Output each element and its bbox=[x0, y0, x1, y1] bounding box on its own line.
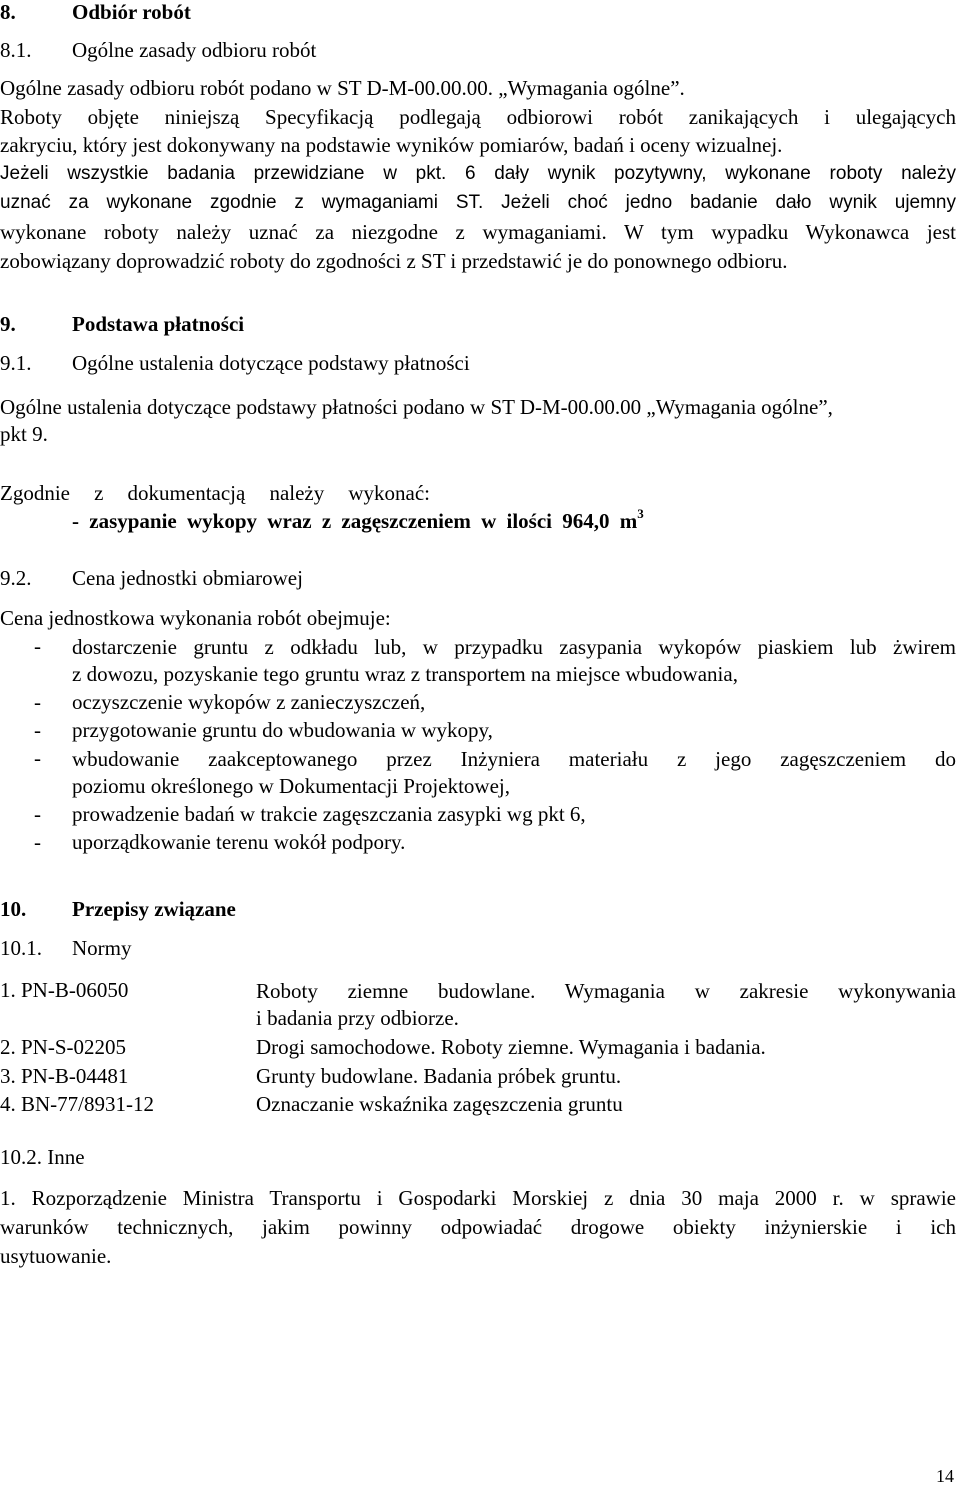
list-item bbox=[0, 830, 960, 858]
norm-row bbox=[0, 1064, 960, 1092]
section-8-1-heading bbox=[0, 38, 960, 64]
quantity-item bbox=[72, 508, 644, 534]
section-10-title: Przepisy związane bbox=[72, 897, 236, 921]
list-item-text: z dowozu, pozyskanie tego gruntu wraz z transportem na miejsce wbudowania, bbox=[72, 662, 738, 686]
paragraph-line: Ogólne zasady odbioru robót podano w ST D-M-00.00.00. „Wymagania ogólne”. bbox=[0, 76, 685, 100]
bullet-dash: - bbox=[34, 690, 41, 714]
section-10-1-title: Normy bbox=[72, 936, 132, 960]
unit-superscript: 3 bbox=[637, 506, 644, 521]
section-8-number: 8. bbox=[0, 0, 16, 24]
bullet-dash: - bbox=[34, 634, 41, 658]
section-10-1-number: 10.1. bbox=[0, 936, 42, 960]
list-item-text: prowadzenie badań w trakcie zagęszczania zasypki wg pkt 6, bbox=[72, 802, 586, 826]
norm-code: 1. PN-B-06050 bbox=[0, 978, 129, 1002]
section-8-1-title: Ogólne zasady odbioru robót bbox=[72, 38, 317, 62]
section-9-1-number: 9.1. bbox=[0, 351, 32, 375]
paragraph-line: Roboty objęte niniejszą Specyfikacją podlegają odbiorowi robót zanikających i ulegających bbox=[0, 105, 956, 129]
quantity-item-text: - zasypanie wykopy wraz z zagęszczeniem w ilości 964,0 m bbox=[72, 509, 638, 533]
paragraph-line: wykonane roboty należy uznać za niezgodne z wymaganiami. W tym wypadku Wykonawca jest bbox=[0, 220, 956, 244]
norm-row bbox=[0, 978, 960, 1034]
section-9-2-heading bbox=[0, 566, 960, 592]
paragraph-line: Zgodnie z dokumentacją należy wykonać: bbox=[0, 481, 430, 505]
norm-code: 2. PN-S-02205 bbox=[0, 1035, 127, 1059]
paragraph-line: 1. Rozporządzenie Ministra Transportu i Gospodarki Morskiej z dnia 30 maja 2000 r. w sprawie bbox=[0, 1186, 956, 1210]
list-item-text: oczyszczenie wykopów z zanieczyszczeń, bbox=[72, 690, 426, 714]
list-item bbox=[0, 746, 960, 802]
section-9-number: 9. bbox=[0, 312, 16, 336]
paragraph-line: Ogólne ustalenia dotyczące podstawy płatności podano w ST D-M-00.00.00 „Wymagania ogólne”, bbox=[0, 395, 833, 419]
section-10-2-heading: 10.2. Inne bbox=[0, 1145, 85, 1169]
list-item-text: uporządkowanie terenu wokół podpory. bbox=[72, 830, 406, 854]
section-8-1-number: 8.1. bbox=[0, 38, 32, 62]
norm-row bbox=[0, 1092, 960, 1120]
bullet-dash: - bbox=[34, 830, 41, 854]
bullet-dash: - bbox=[34, 746, 41, 770]
bullet-dash: - bbox=[34, 718, 41, 742]
section-10-number: 10. bbox=[0, 897, 27, 921]
norm-description: Oznaczanie wskaźnika zagęszczenia gruntu bbox=[256, 1092, 623, 1116]
norm-code: 3. PN-B-04481 bbox=[0, 1064, 129, 1088]
section-9-1-title: Ogólne ustalenia dotyczące podstawy płatności bbox=[72, 351, 470, 375]
section-10-1-heading bbox=[0, 936, 960, 962]
list-item-text: wbudowanie zaakceptowanego przez Inżyniera materiału z jego zagęszczeniem do bbox=[72, 747, 956, 771]
norm-code: 4. BN-77/8931-12 bbox=[0, 1092, 154, 1116]
list-item bbox=[0, 634, 960, 690]
norm-description: Grunty budowlane. Badania próbek gruntu. bbox=[256, 1064, 622, 1088]
norm-row bbox=[0, 1035, 960, 1063]
section-8-heading bbox=[0, 0, 960, 26]
list-item bbox=[0, 718, 960, 746]
list-item-text: przygotowanie gruntu do wbudowania w wykopy, bbox=[72, 718, 493, 742]
paragraph-line: warunków technicznych, jakim powinny odpowiadać drogowe obiekty inżynierskie i ich bbox=[0, 1215, 956, 1239]
bullet-dash: - bbox=[34, 802, 41, 826]
paragraph-line: Jeżeli wszystkie badania przewidziane w pkt. 6 dały wynik pozytywny, wykonane roboty należy bbox=[0, 163, 956, 184]
paragraph-line: uznać za wykonane zgodnie z wymaganiami ST. Jeżeli choć jedno badanie dało wynik ujemny bbox=[0, 192, 956, 213]
paragraph-line: zobowiązany doprowadzić roboty do zgodności z ST i przedstawić je do ponownego odbioru. bbox=[0, 249, 788, 273]
paragraph-line: Cena jednostkowa wykonania robót obejmuje: bbox=[0, 606, 391, 630]
section-9-1-heading bbox=[0, 351, 960, 377]
paragraph-line: pkt 9. bbox=[0, 422, 48, 446]
section-9-heading bbox=[0, 312, 960, 338]
norm-description: Roboty ziemne budowlane. Wymagania w zakresie wykonywania bbox=[256, 979, 956, 1003]
list-item bbox=[0, 690, 960, 718]
norm-description: Drogi samochodowe. Roboty ziemne. Wymagania i badania. bbox=[256, 1035, 766, 1059]
list-item bbox=[0, 802, 960, 830]
section-9-title: Podstawa płatności bbox=[72, 312, 245, 336]
section-10-heading bbox=[0, 897, 960, 923]
paragraph-line: zakryciu, który jest dokonywany na podstawie wyników pomiarów, badań i oceny wizualnej. bbox=[0, 133, 783, 157]
section-8-title: Odbiór robót bbox=[72, 0, 191, 24]
section-9-2-number: 9.2. bbox=[0, 566, 32, 590]
paragraph-line: usytuowanie. bbox=[0, 1244, 112, 1268]
section-9-2-title: Cena jednostki obmiarowej bbox=[72, 566, 303, 590]
norm-description: i badania przy odbiorze. bbox=[256, 1006, 459, 1030]
list-item-text: poziomu określonego w Dokumentacji Projektowej, bbox=[72, 774, 510, 798]
list-item-text: dostarczenie gruntu z odkładu lub, w przypadku zasypania wykopów piaskiem lub żwirem bbox=[72, 635, 956, 659]
page-number: 14 bbox=[936, 1466, 954, 1486]
